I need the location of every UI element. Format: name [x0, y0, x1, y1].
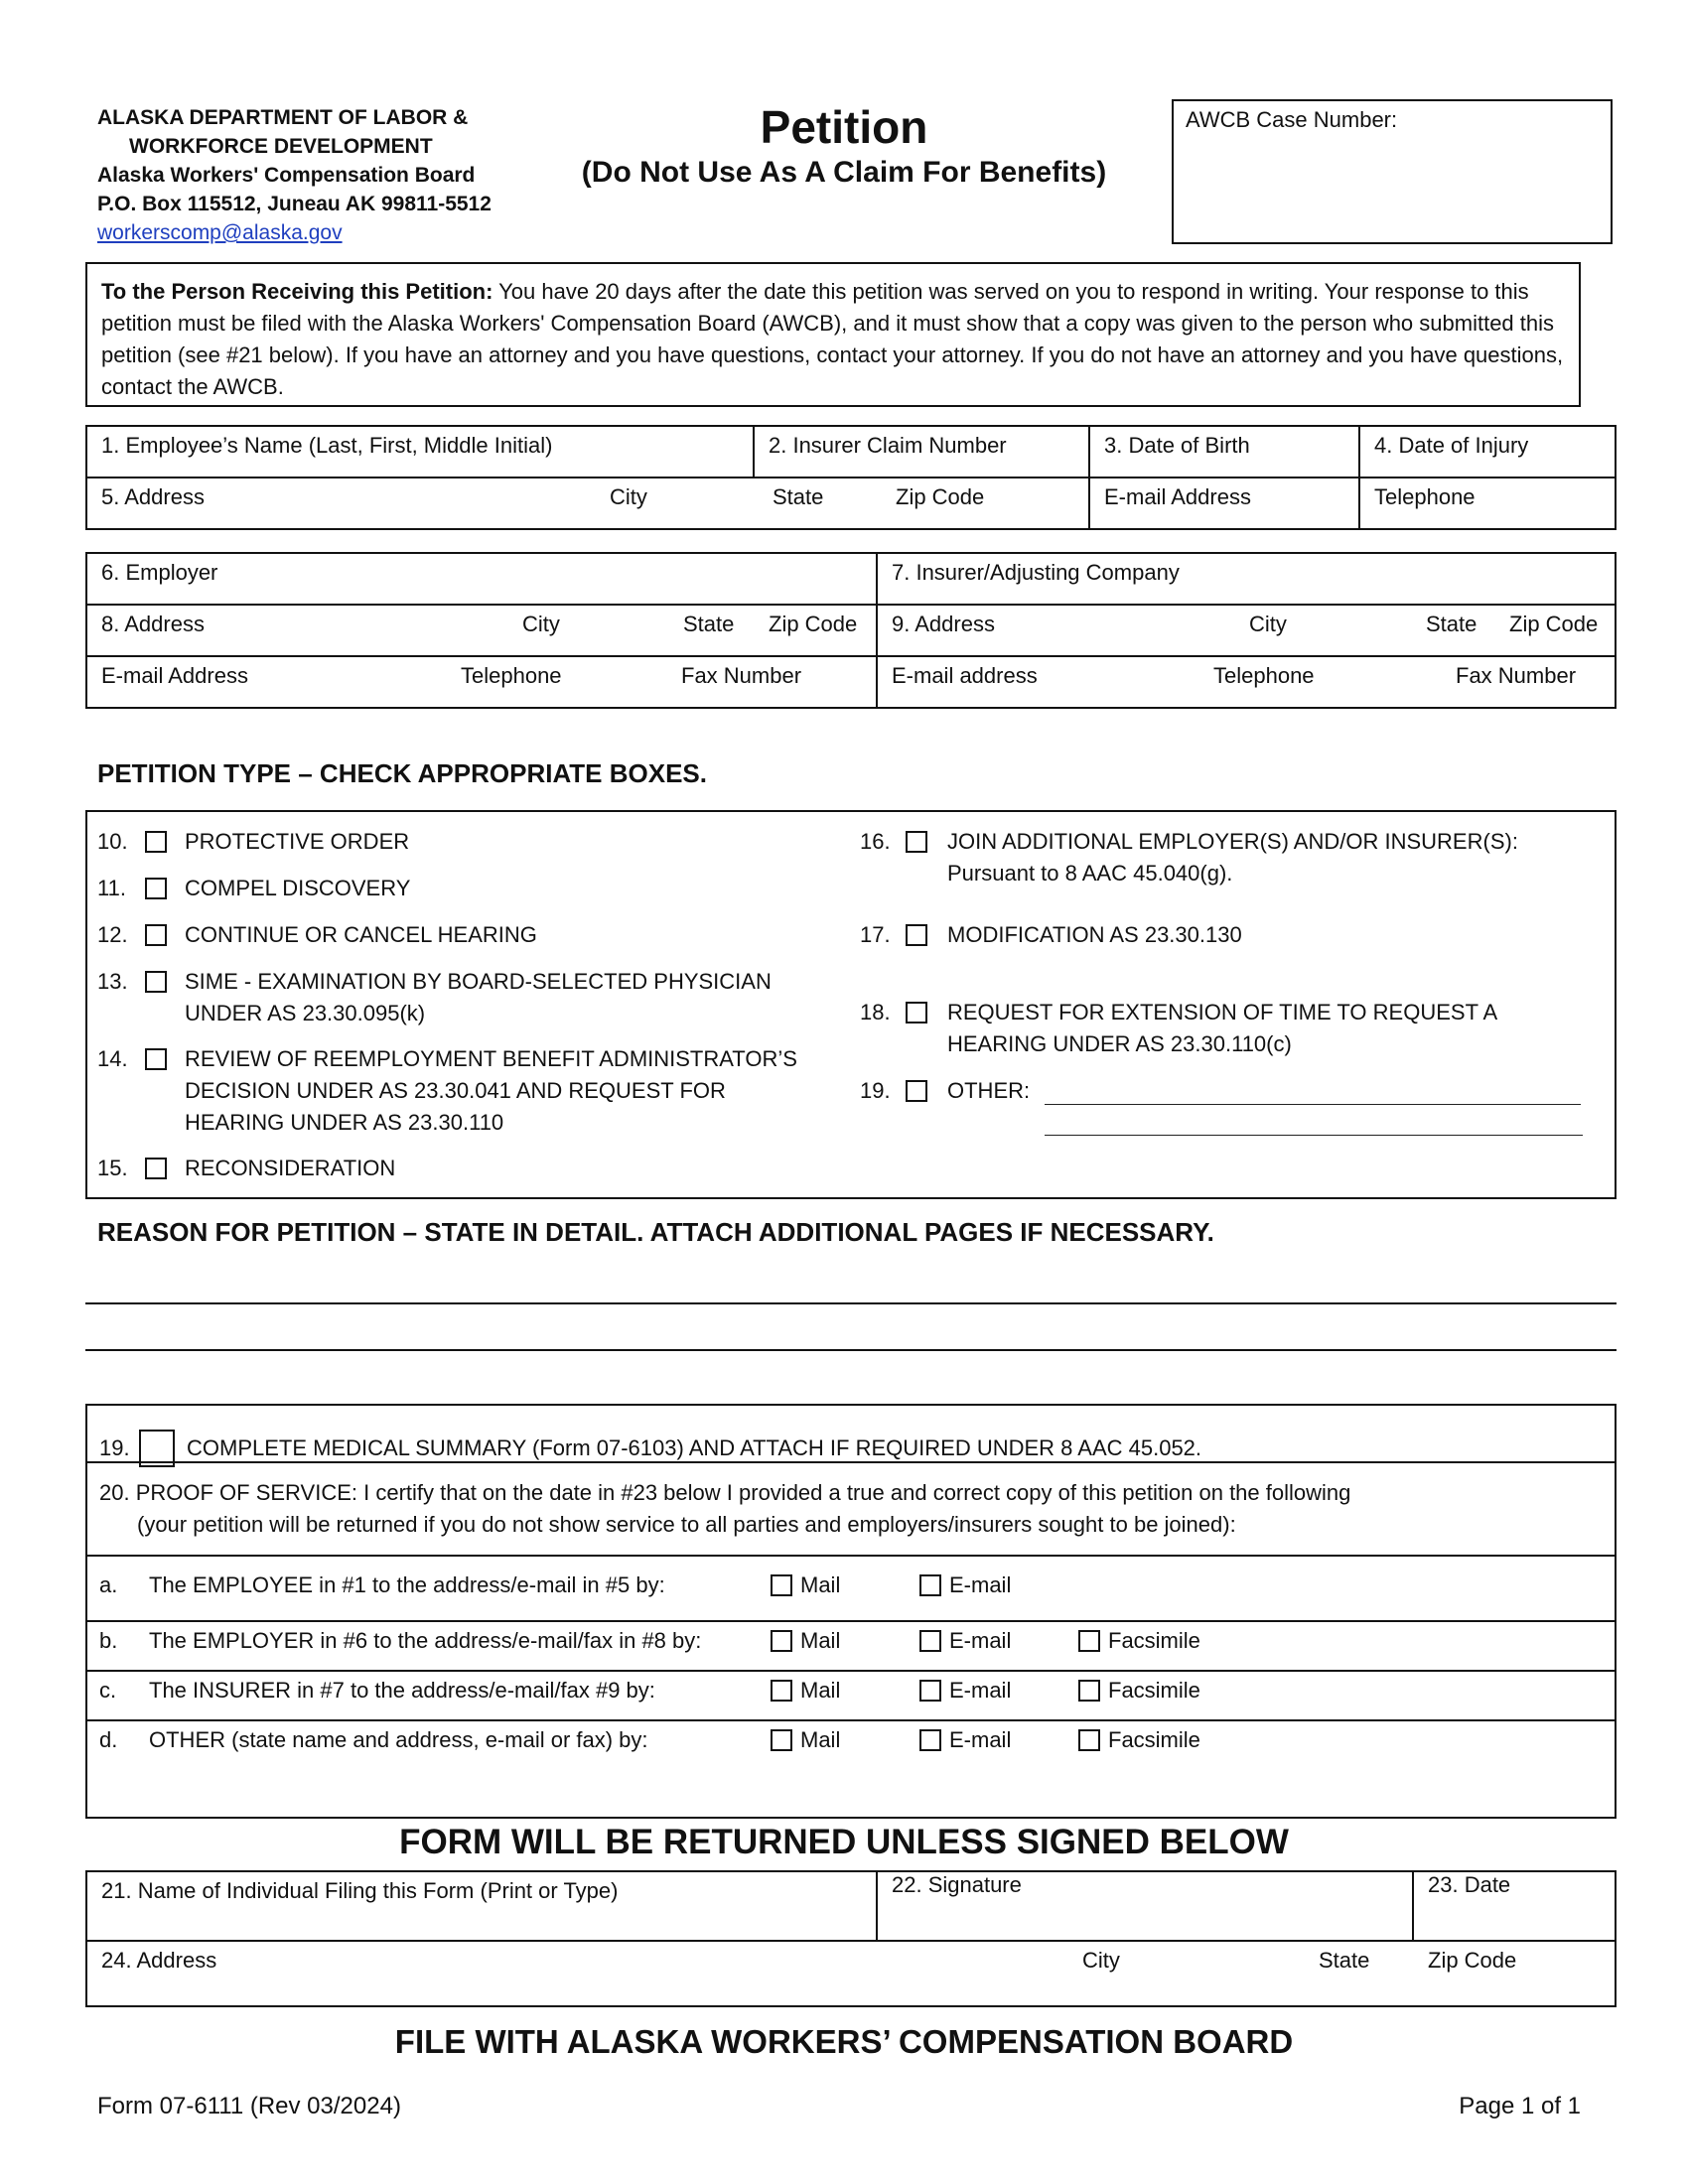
checkbox-compel-discovery[interactable]: [145, 878, 167, 899]
employee-info-table: [85, 425, 1617, 530]
checkbox-other[interactable]: [906, 1080, 927, 1102]
employee-address-field[interactable]: 5. Address City State Zip Code: [86, 478, 1089, 529]
reason-heading: REASON FOR PETITION – STATE IN DETAIL. ATTACH ADDITIONAL PAGES IF NECESSARY.: [97, 1217, 1214, 1247]
checkbox-reconsideration[interactable]: [145, 1158, 167, 1179]
service-a-email[interactable]: E-mail: [919, 1572, 1011, 1598]
filer-name-field[interactable]: 21. Name of Individual Filing this Form (Print or Type): [86, 1871, 877, 1941]
case-number-box[interactable]: [1172, 99, 1613, 244]
insurer-address-field[interactable]: 9. Address City State Zip Code: [877, 605, 1616, 656]
signature-table: [85, 1870, 1617, 2007]
other-line-1[interactable]: [1045, 1104, 1581, 1105]
page-subtitle: (Do Not Use As A Claim For Benefits): [581, 156, 1107, 189]
reason-line-1[interactable]: [85, 1302, 1617, 1304]
other-line-2[interactable]: [1045, 1135, 1583, 1136]
insurer-contact-field[interactable]: E-mail address Telephone Fax Number: [877, 656, 1616, 708]
petition-type-heading: PETITION TYPE – CHECK APPROPRIATE BOXES.: [97, 758, 707, 788]
employee-phone-field[interactable]: Telephone: [1359, 478, 1616, 529]
service-d-fax[interactable]: Facsimile: [1078, 1727, 1200, 1753]
agency-block: [97, 103, 492, 247]
agency-line4: P.O. Box 115512, Juneau AK 99811-5512: [97, 193, 492, 215]
employer-address-field[interactable]: 8. Address City State Zip Code: [86, 605, 877, 656]
checkbox-sime[interactable]: [145, 971, 167, 993]
checkbox-protective-order[interactable]: [145, 831, 167, 853]
service-d-mail[interactable]: Mail: [771, 1727, 840, 1753]
service-c-email[interactable]: E-mail: [919, 1678, 1011, 1704]
employee-email-field[interactable]: E-mail Address: [1089, 478, 1359, 529]
signature-field[interactable]: 22. Signature: [877, 1871, 1413, 1941]
service-c-fax[interactable]: Facsimile: [1078, 1678, 1200, 1704]
service-a-mail[interactable]: Mail: [771, 1572, 840, 1598]
case-number-label: AWCB Case Number:: [1186, 107, 1398, 132]
agency-line1: ALASKA DEPARTMENT OF LABOR &: [97, 106, 469, 129]
employee-name-field[interactable]: 1. Employee’s Name (Last, First, Middle Initial): [86, 426, 754, 478]
agency-line3: Alaska Workers' Compensation Board: [97, 164, 476, 187]
filer-address-field[interactable]: 24. Address City State Zip Code: [86, 1941, 1616, 2006]
reason-line-2[interactable]: [85, 1349, 1617, 1351]
notice-lead: To the Person Receiving this Petition:: [101, 279, 493, 304]
doi-field[interactable]: 4. Date of Injury: [1359, 426, 1616, 478]
date-field[interactable]: 23. Date: [1413, 1871, 1616, 1941]
service-b-email[interactable]: E-mail: [919, 1628, 1011, 1654]
proof-of-service-box: 19. COMPLETE MEDICAL SUMMARY (Form 07-6103) AND ATTACH IF REQUIRED UNDER 8 AAC 45.052. 20. PROOF OF SERVICE: I certify that on the date in #23 below I provided a true and correct copy of this petition on the following (your petition will be returned if you do not show service to all parties and employers/insurers sought to be joined): a. The EMPLOYEE in #1 to the address/e-mail in #5 by: Mail E-mail b. The EMPLOYER in #6 to the address/e-mail/fax in #8 by: Mail E-mail Facsimile c. The INSURER in #7 to the address/e-mail/fax #9 by: Mail E-mail Facsimile d. OTHER (state name and address, e-mail or fax) by: Mail E-mail Facsimile: [85, 1404, 1617, 1819]
insurer-company-field[interactable]: 7. Insurer/Adjusting Company: [877, 553, 1616, 605]
notice-body: You have 20 days after the date this petition was served on you to respond in writing. Your response to this petition must be filed with the Alaska Workers' Compensation Board (AWCB), and it must show that a copy was given to the person who submitted this petition (see #21 below). If you have an attorney and you have questions, contact your attorney. If you do not have an attorney and you have questions, contact the AWCB.: [101, 279, 1564, 399]
medical-summary-row: 19. COMPLETE MEDICAL SUMMARY (Form 07-6103) AND ATTACH IF REQUIRED UNDER 8 AAC 45.052.: [87, 1422, 1615, 1461]
checkbox-join-employer[interactable]: [906, 831, 927, 853]
employer-field[interactable]: 6. Employer: [86, 553, 877, 605]
signature-warning: FORM WILL BE RETURNED UNLESS SIGNED BELOW: [399, 1823, 1289, 1861]
file-with-heading: FILE WITH ALASKA WORKERS’ COMPENSATION BOARD: [394, 2023, 1294, 2060]
employer-contact-field[interactable]: E-mail Address Telephone Fax Number: [86, 656, 877, 708]
service-b-fax[interactable]: Facsimile: [1078, 1628, 1200, 1654]
checkbox-extension[interactable]: [906, 1002, 927, 1024]
checkbox-continue-hearing[interactable]: [145, 924, 167, 946]
employer-insurer-table: [85, 552, 1617, 709]
insurer-claim-field[interactable]: 2. Insurer Claim Number: [754, 426, 1089, 478]
checkbox-modification[interactable]: [906, 924, 927, 946]
dob-field[interactable]: 3. Date of Birth: [1089, 426, 1359, 478]
notice-box: [85, 262, 1581, 407]
checkbox-review-rba[interactable]: [145, 1048, 167, 1070]
page-title: Petition: [760, 101, 928, 153]
page-number: Page 1 of 1: [1459, 2093, 1581, 2119]
title-block: [526, 99, 1162, 191]
service-d-email[interactable]: E-mail: [919, 1727, 1011, 1753]
agency-line2: WORKFORCE DEVELOPMENT: [129, 135, 433, 158]
agency-email-link[interactable]: workerscomp@alaska.gov: [97, 221, 343, 244]
service-b-mail[interactable]: Mail: [771, 1628, 840, 1654]
service-c-mail[interactable]: Mail: [771, 1678, 840, 1704]
form-number: Form 07-6111 (Rev 03/2024): [97, 2093, 401, 2119]
